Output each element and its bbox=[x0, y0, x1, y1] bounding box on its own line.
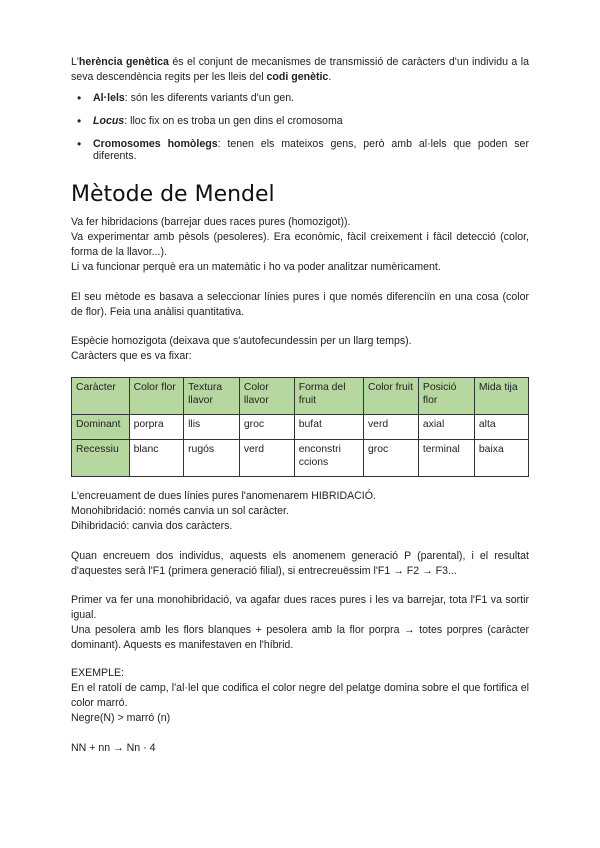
table-cell: groc bbox=[363, 440, 418, 477]
table-header-cell: Color llavor bbox=[239, 378, 294, 415]
paragraph-group-c bbox=[71, 334, 529, 364]
paragraph-group-a bbox=[71, 215, 529, 275]
table-cell: porpra bbox=[129, 415, 183, 440]
example-rule: Negre(N) > marró (n) bbox=[71, 712, 171, 724]
table-cell: blanc bbox=[129, 440, 183, 477]
table-cell: verd bbox=[239, 440, 294, 477]
example-block bbox=[71, 666, 529, 756]
term-genetic-code: codi genètic bbox=[266, 71, 329, 83]
paragraph: Caràcters que es va fixar: bbox=[71, 350, 192, 362]
example-cross: NN + nn → Nn · 4 bbox=[71, 742, 156, 754]
paragraph: Primer va fer una monohibridació, va agafar dues races pures i les va barrejar, tota l'F1 va sortir igual. bbox=[71, 594, 529, 621]
table-cell: rugós bbox=[184, 440, 240, 477]
table-cell: bufat bbox=[294, 415, 363, 440]
paragraph: L'encreuament de dues línies pures l'anomenarem HIBRIDACIÓ. bbox=[71, 490, 376, 502]
table-cell: alta bbox=[474, 415, 528, 440]
characters-table bbox=[71, 377, 529, 477]
table-cell: terminal bbox=[418, 440, 474, 477]
intro-paragraph: L'herència genètica és el conjunt de mecanismes de transmissió de caràcters d'un individu a la seva descendència regits per les lleis del codi genètic. bbox=[71, 56, 529, 83]
list-item: • Cromosomes homòlegs: tenen els mateixos gens, però amb al·lels que poden ser diferents. bbox=[71, 138, 529, 162]
paragraph: Espècie homozigota (deixava que s'autofecundessin per un llarg temps). bbox=[71, 335, 412, 347]
table-row bbox=[72, 440, 529, 477]
table-cell: groc bbox=[239, 415, 294, 440]
list-item: • Al·lels: són les diferents variants d'un gen. bbox=[71, 92, 529, 104]
paragraph: Li va funcionar perquè era un matemàtic i ho va poder analitzar numèricament. bbox=[71, 261, 441, 273]
section-title: Mètode de Mendel bbox=[71, 182, 275, 207]
table-cell: axial bbox=[418, 415, 474, 440]
paragraph: Dihibridació: canvia dos caràcters. bbox=[71, 520, 233, 532]
paragraph-group-f bbox=[71, 593, 529, 653]
list-item: • Locus: lloc fix on es troba un gen dins el cromosoma bbox=[71, 115, 529, 127]
table-cell: Dominant bbox=[72, 415, 130, 440]
example-text: En el ratolí de camp, l'al·lel que codifica el color negre del pelatge domina sobre el que fortifica el color marró. bbox=[71, 682, 529, 709]
table-header-cell: Posició flor bbox=[418, 378, 474, 415]
paragraph: El seu mètode es basava a seleccionar línies pures i que només diferenciïn en una cosa (color de flor). Feia una anàlisi quantitativa. bbox=[71, 291, 529, 318]
table-cell: baixa bbox=[474, 440, 528, 477]
table-header-cell: Caràcter bbox=[72, 378, 130, 415]
table-header-cell: Textura llavor bbox=[184, 378, 240, 415]
table-cell: llis bbox=[184, 415, 240, 440]
table-header-cell: Color flor bbox=[129, 378, 183, 415]
table-cell: enconstri ccions bbox=[294, 440, 363, 477]
example-label: EXEMPLE: bbox=[71, 667, 124, 679]
table-header-cell: Forma del fruit bbox=[294, 378, 363, 415]
paragraph: Quan encreuem dos individus, aquests els anomenem generació P (parental), i el resultat d'aquestes serà l'F1 (primera generació filial), si entrecreuëssim l'F1 → F2 → F3... bbox=[71, 550, 529, 577]
paragraph: Una pesolera amb les flors blanques + pesolera amb la flor porpra → totes porpres (caràcter dominant). Aquests es manifestaven en l'híbrid. bbox=[71, 624, 529, 651]
paragraph: Monohibridació: només canvia un sol caràcter. bbox=[71, 505, 289, 517]
table-cell: Recessiu bbox=[72, 440, 130, 477]
table-header-row bbox=[72, 378, 529, 415]
paragraph: Va fer hibridacions (barrejar dues races pures (homozigot)). bbox=[71, 216, 351, 228]
paragraph: Va experimentar amb pèsols (pesoleres). Era econòmic, fàcil creixement i fàcil detecció (color, forma de la llavor...). bbox=[71, 231, 529, 258]
term-heredity: herència genètica bbox=[78, 56, 169, 68]
table-header-cell: Mida tija bbox=[474, 378, 528, 415]
definitions-list bbox=[71, 92, 529, 162]
paragraph-group-d bbox=[71, 489, 529, 534]
table-header-cell: Color fruit bbox=[363, 378, 418, 415]
table-cell: verd bbox=[363, 415, 418, 440]
table-row bbox=[72, 415, 529, 440]
